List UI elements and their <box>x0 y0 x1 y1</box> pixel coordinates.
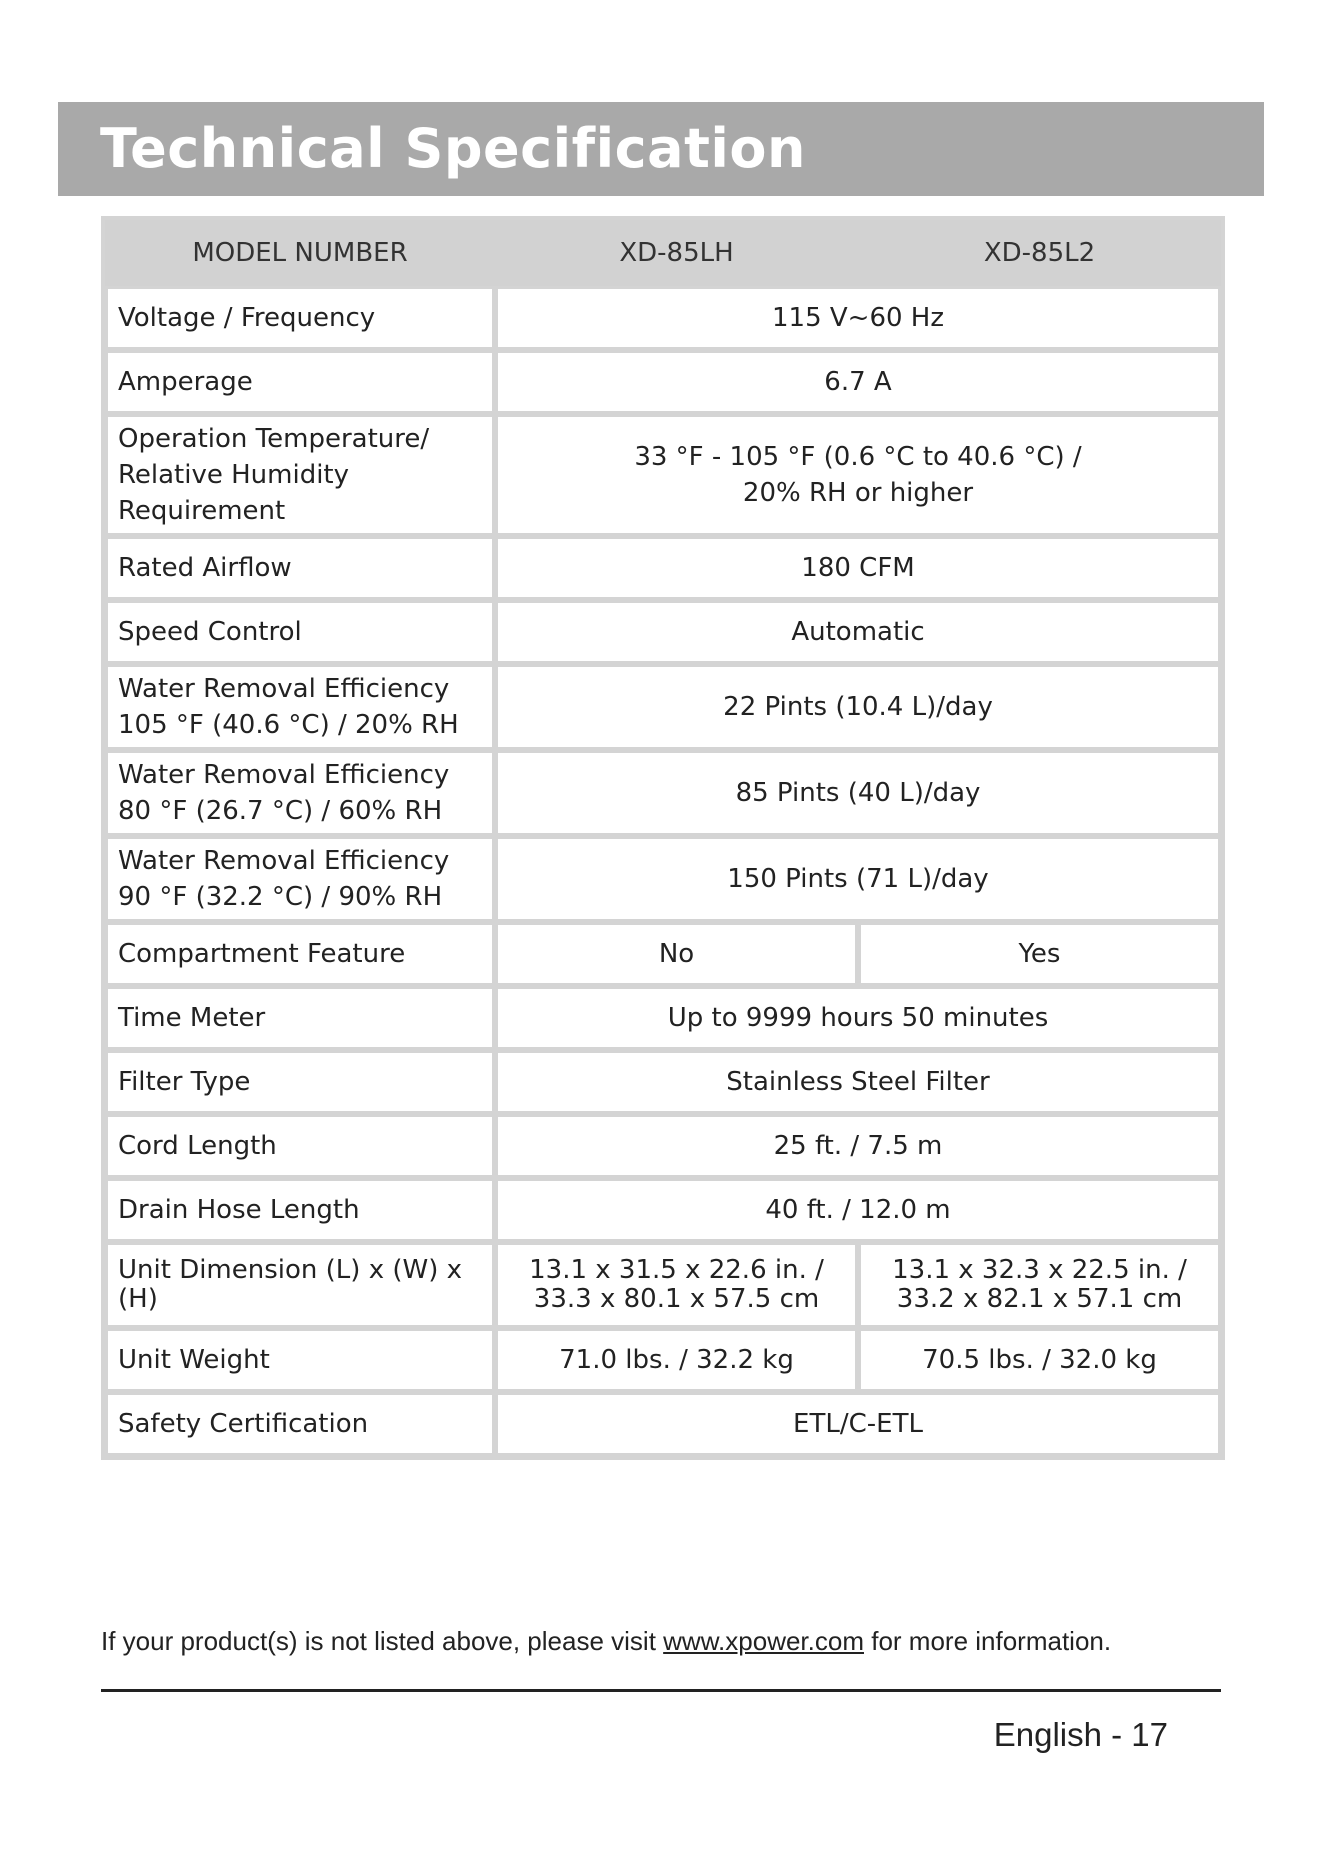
table-row <box>105 922 1221 986</box>
table-row <box>105 600 1221 664</box>
spec-value-xd-85l2: Yes <box>858 922 1221 986</box>
table-row <box>105 1114 1221 1178</box>
footnote <box>101 1626 1111 1657</box>
spec-value: 22 Pints (10.4 L)/day <box>495 664 1221 750</box>
spec-value: Stainless Steel Filter <box>495 1050 1221 1114</box>
spec-value-xd-85l2: 70.5 lbs. / 32.0 kg <box>858 1328 1221 1392</box>
footnote-text-before: If your product(s) is not listed above, please visit <box>101 1626 664 1656</box>
spec-value: 150 Pints (71 L)/day <box>495 836 1221 922</box>
spec-label: Unit Weight <box>105 1328 495 1392</box>
spec-label: Water Removal Efficiency 105 °F (40.6 °C) / 20% RH <box>105 664 495 750</box>
table-row <box>105 350 1221 414</box>
table-row <box>105 1242 1221 1328</box>
spec-value-xd-85lh: 71.0 lbs. / 32.2 kg <box>495 1328 858 1392</box>
spec-label: Time Meter <box>105 986 495 1050</box>
spec-value: 85 Pints (40 L)/day <box>495 750 1221 836</box>
spec-label: Rated Airflow <box>105 536 495 600</box>
spec-value: 115 V~60 Hz <box>495 286 1221 350</box>
spec-value: Up to 9999 hours 50 minutes <box>495 986 1221 1050</box>
spec-value: 25 ft. / 7.5 m <box>495 1114 1221 1178</box>
table-row <box>105 1050 1221 1114</box>
spec-value: 33 °F - 105 °F (0.6 °C to 40.6 °C) / 20% RH or higher <box>495 414 1221 536</box>
page-title: Technical Specification <box>100 117 806 180</box>
table-row <box>105 986 1221 1050</box>
footnote-text-after: for more information. <box>864 1626 1112 1656</box>
table-row <box>105 1328 1221 1392</box>
spec-label: Speed Control <box>105 600 495 664</box>
footer-divider <box>101 1689 1221 1692</box>
spec-label: Water Removal Efficiency 80 °F (26.7 °C) / 60% RH <box>105 750 495 836</box>
spec-label: Unit Dimension (L) x (W) x (H) <box>105 1242 495 1328</box>
header-model-xd-85lh: XD-85LH <box>495 220 858 286</box>
spec-value-xd-85lh: No <box>495 922 858 986</box>
title-banner <box>58 102 1264 196</box>
spec-label: Cord Length <box>105 1114 495 1178</box>
header-model-xd-85l2: XD-85L2 <box>858 220 1221 286</box>
spec-value: 180 CFM <box>495 536 1221 600</box>
spec-value: Automatic <box>495 600 1221 664</box>
spec-label: Filter Type <box>105 1050 495 1114</box>
page-number: English - 17 <box>993 1716 1168 1753</box>
spec-value: 40 ft. / 12.0 m <box>495 1178 1221 1242</box>
table-row <box>105 664 1221 750</box>
table-row <box>105 414 1221 536</box>
spec-label: Voltage / Frequency <box>105 286 495 350</box>
table-row <box>105 836 1221 922</box>
spec-label: Compartment Feature <box>105 922 495 986</box>
table-row <box>105 536 1221 600</box>
spec-table <box>101 216 1225 1460</box>
spec-label: Operation Temperature/ Relative Humidity Requirement <box>105 414 495 536</box>
spec-label: Amperage <box>105 350 495 414</box>
header-model-number: MODEL NUMBER <box>105 220 495 286</box>
spec-label: Water Removal Efficiency 90 °F (32.2 °C) / 90% RH <box>105 836 495 922</box>
spec-label: Drain Hose Length <box>105 1178 495 1242</box>
table-row <box>105 1178 1221 1242</box>
spec-value-xd-85lh: 13.1 x 31.5 x 22.6 in. / 33.3 x 80.1 x 57.5 cm <box>495 1242 858 1328</box>
spec-value: 6.7 A <box>495 350 1221 414</box>
table-row <box>105 1392 1221 1456</box>
table-header-row <box>105 220 1221 286</box>
table-row <box>105 286 1221 350</box>
website-link[interactable]: www.xpower.com <box>663 1626 864 1656</box>
spec-label: Safety Certification <box>105 1392 495 1456</box>
spec-value-xd-85l2: 13.1 x 32.3 x 22.5 in. / 33.2 x 82.1 x 57.1 cm <box>858 1242 1221 1328</box>
table-row <box>105 750 1221 836</box>
spec-value: ETL/C-ETL <box>495 1392 1221 1456</box>
